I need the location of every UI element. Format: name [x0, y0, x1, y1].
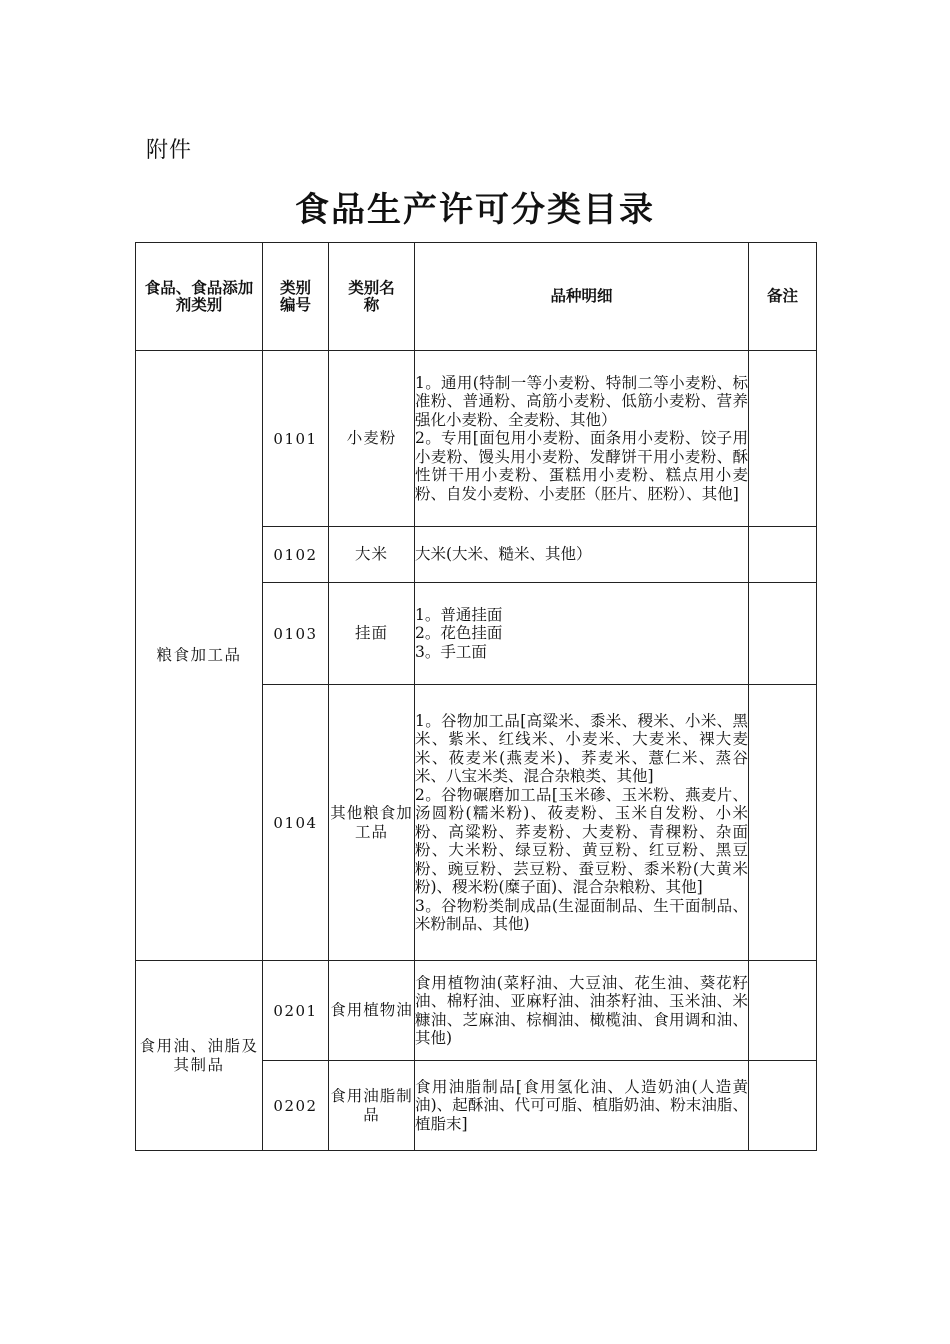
detail-line: 2。专用[面包用小麦粉、面条用小麦粉、饺子用小麦粉、馒头用小麦粉、发酵饼干用小麦粉、酥性饼干用小麦粉、蛋糕用小麦粉、糕点用小麦粉、自发小麦粉、小麦胚（胚片、胚粉）、其他]	[415, 429, 748, 503]
detail-cell	[415, 685, 749, 961]
detail-line: 3。谷物粉类制成品(生湿面制品、生干面制品、米粉制品、其他)	[415, 896, 748, 933]
code-cell: 0104	[263, 685, 329, 961]
detail-line: 食用植物油(菜籽油、大豆油、花生油、葵花籽油、棉籽油、亚麻籽油、油茶籽油、玉米油、米糠油、芝麻油、棕榈油、橄榄油、食用调和油、其他)	[415, 973, 748, 1047]
detail-cell	[415, 527, 749, 583]
catalog-table	[135, 242, 817, 1151]
table-row	[136, 351, 817, 527]
detail-cell	[415, 1061, 749, 1151]
attachment-label: 附件	[146, 138, 193, 163]
name-cell: 小麦粉	[329, 351, 415, 527]
code-cell: 0102	[263, 527, 329, 583]
header-code: 类别编号	[263, 243, 329, 351]
code-cell: 0103	[263, 583, 329, 685]
detail-line: 2。谷物碾磨加工品[玉米碜、玉米粉、燕麦片、汤圆粉(糯米粉)、莜麦粉、玉米自发粉、小米粉、高粱粉、荞麦粉、大麦粉、青稞粉、杂面粉、大米粉、绿豆粉、黄豆粉、红豆粉、黑豆粉、豌豆粉、芸豆粉、蚕豆粉、黍米粉(大黄米粉)、稷米粉(糜子面)、混合杂粮粉、其他]	[415, 785, 748, 896]
category-cell: 食用油、油脂及其制品	[136, 961, 263, 1151]
detail-cell	[415, 351, 749, 527]
header-detail: 品种明细	[415, 243, 749, 351]
name-cell: 大米	[329, 527, 415, 583]
detail-line: 3。手工面	[415, 642, 487, 661]
header-category: 食品、食品添加剂类别	[136, 243, 263, 351]
document-title: 食品生产许可分类目录	[295, 190, 655, 230]
category-cell: 粮食加工品	[136, 351, 263, 961]
note-cell	[749, 1061, 817, 1151]
detail-line: 大米(大米、糙米、其他）	[415, 545, 592, 564]
name-cell: 挂面	[329, 583, 415, 685]
header-row	[136, 243, 817, 351]
header-name: 类别名称	[329, 243, 415, 351]
note-cell	[749, 685, 817, 961]
table-row	[136, 961, 817, 1061]
detail-line: 2。花色挂面	[415, 624, 503, 643]
code-cell: 0101	[263, 351, 329, 527]
note-cell	[749, 583, 817, 685]
name-cell: 食用植物油	[329, 961, 415, 1061]
header-note: 备注	[749, 243, 817, 351]
detail-line: 1。谷物加工品[高粱米、黍米、稷米、小米、黑米、紫米、红线米、小麦米、大麦米、裸大麦米、莜麦米(燕麦米)、荞麦米、薏仁米、蒸谷米、八宝米类、混合杂粮类、其他]	[415, 711, 748, 785]
name-cell: 食用油脂制品	[329, 1061, 415, 1151]
detail-cell	[415, 583, 749, 685]
detail-line: 1。普通挂面	[415, 605, 503, 624]
code-cell: 0201	[263, 961, 329, 1061]
note-cell	[749, 527, 817, 583]
detail-cell	[415, 961, 749, 1061]
name-cell: 其他粮食加工品	[329, 685, 415, 961]
note-cell	[749, 351, 817, 527]
detail-line: 1。通用(特制一等小麦粉、特制二等小麦粉、标准粉、普通粉、高筋小麦粉、低筋小麦粉、营养强化小麦粉、全麦粉、其他）	[415, 373, 748, 429]
detail-line: 食用油脂制品[食用氢化油、人造奶油(人造黄油)、起酥油、代可可脂、植脂奶油、粉末油脂、植脂末]	[415, 1077, 748, 1133]
code-cell: 0202	[263, 1061, 329, 1151]
note-cell	[749, 961, 817, 1061]
